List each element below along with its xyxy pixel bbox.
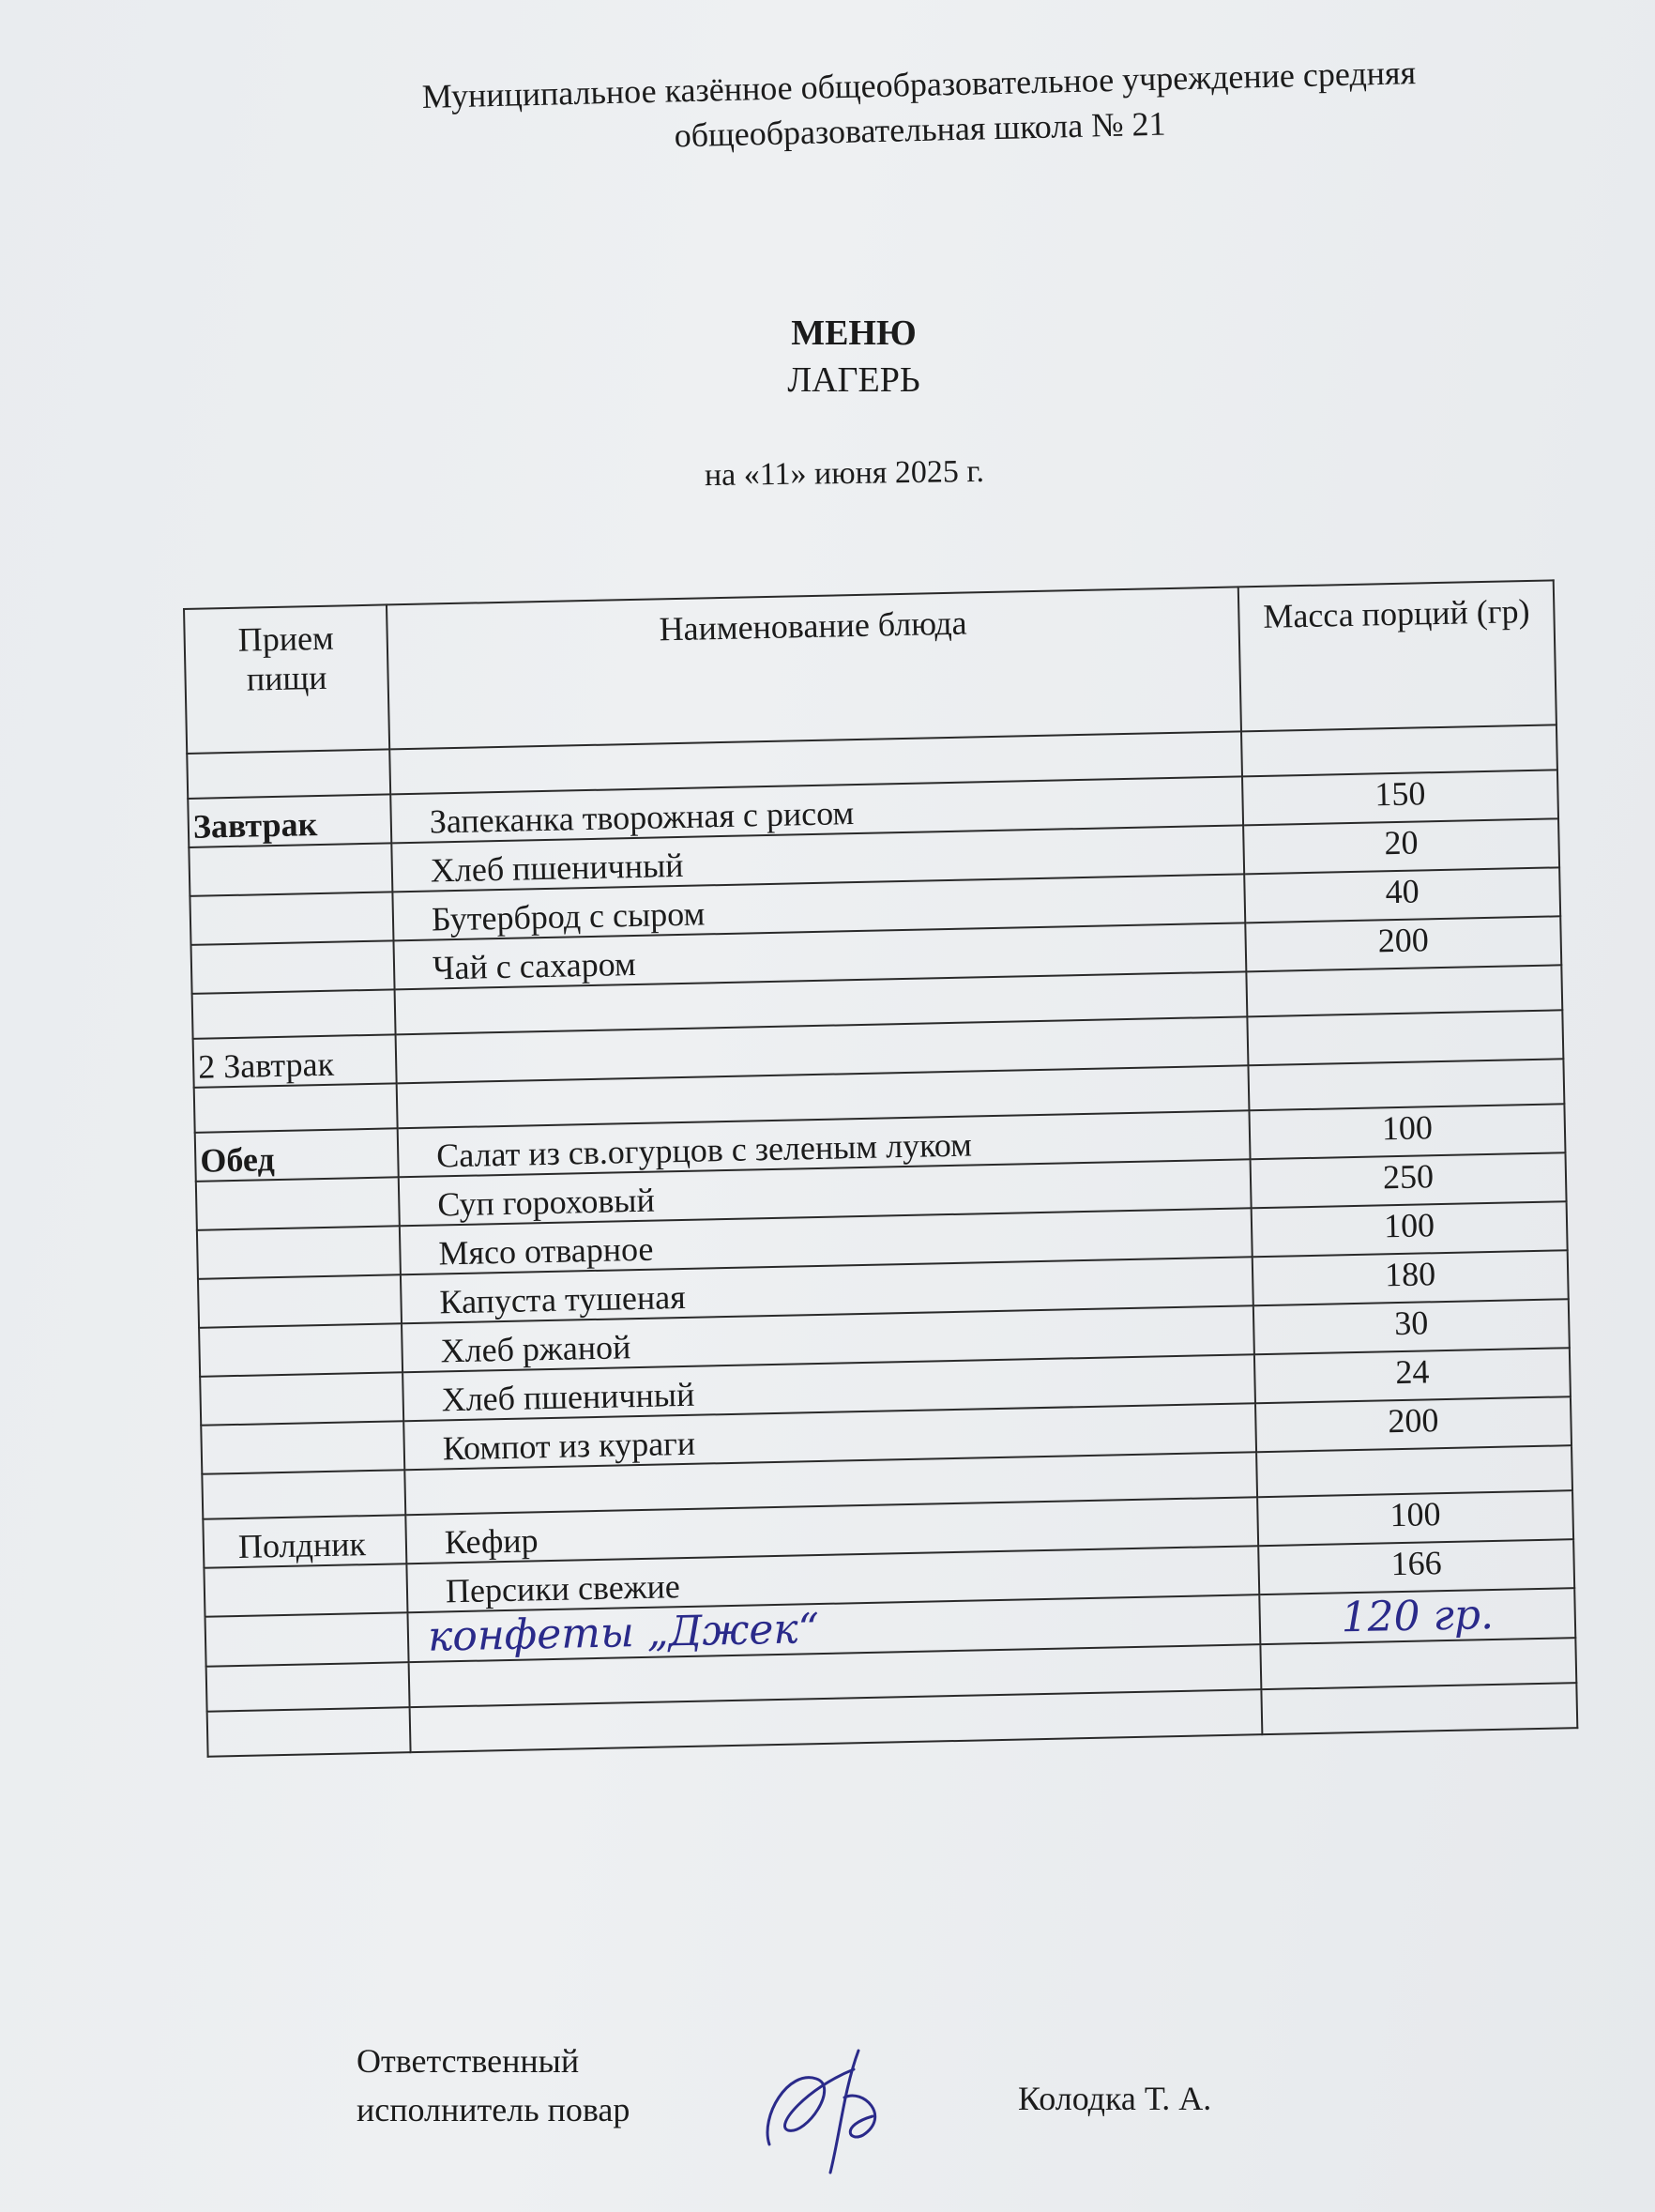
dish-cell: Суп гороховый	[399, 1159, 1252, 1226]
meal-cell	[190, 892, 393, 945]
responsible-line-2: исполнитель повар	[357, 2091, 630, 2128]
dish-cell: Компот из кураги	[403, 1403, 1256, 1470]
mass-cell: 100	[1249, 1104, 1565, 1159]
responsible-label	[357, 2037, 630, 2134]
dish-cell: Салат из св.огурцов с зеленым луком	[398, 1110, 1251, 1177]
handwritten-dish-cell: конфеты „Джек“	[407, 1594, 1260, 1662]
meal-cell	[196, 1177, 400, 1230]
mass-cell: 100	[1252, 1201, 1568, 1257]
mass-cell: 100	[1257, 1490, 1573, 1546]
meal-cell	[205, 1612, 409, 1667]
header-meal: Прием пищи	[184, 604, 389, 753]
meal-cell: Полдник	[203, 1515, 406, 1568]
menu-date: на «11» июня 2025 г.	[704, 453, 985, 494]
menu-table	[183, 579, 1578, 1757]
meal-cell: 2 Завтрак	[193, 1034, 397, 1088]
header-dish: Наименование блюда	[387, 587, 1241, 749]
dish-cell: Мясо отварное	[400, 1208, 1253, 1274]
meal-cell	[197, 1226, 401, 1279]
mass-cell	[1248, 1059, 1564, 1110]
mass-cell: 150	[1242, 770, 1558, 825]
meal-cell	[202, 1470, 405, 1519]
handwritten-mass-cell: 120 гр.	[1259, 1588, 1575, 1644]
menu-table-wrapper	[183, 579, 1576, 1757]
header-mass: Масса порций (гр)	[1238, 580, 1556, 731]
mass-cell: 30	[1253, 1299, 1570, 1354]
meal-cell	[206, 1662, 410, 1712]
meal-cell	[200, 1372, 403, 1426]
org-line-1: Муниципальное казённое общеобразовательное учреждение средняя	[421, 53, 1417, 115]
mass-cell: 20	[1243, 818, 1559, 874]
mass-cell	[1261, 1683, 1577, 1734]
meal-cell	[199, 1323, 402, 1377]
meal-cell	[191, 940, 395, 994]
mass-cell	[1241, 725, 1557, 776]
responsible-line-1: Ответственный	[357, 2042, 580, 2080]
dish-cell: Чай с сахаром	[393, 923, 1246, 989]
mass-cell	[1260, 1638, 1576, 1689]
meal-cell	[198, 1274, 402, 1328]
meal-cell	[204, 1564, 407, 1617]
org-line-2: общеобразовательная школа № 21	[674, 104, 1166, 155]
dish-cell: Запеканка творожная с рисом	[390, 776, 1243, 843]
meal-cell: Завтрак	[188, 794, 391, 847]
table-header-row	[184, 580, 1556, 754]
mass-cell: 40	[1244, 867, 1560, 923]
dish-cell: Капуста тушеная	[401, 1257, 1253, 1323]
dish-cell: Хлеб ржаной	[402, 1305, 1254, 1372]
signature-icon	[751, 2032, 919, 2182]
meal-cell	[189, 843, 392, 896]
dish-cell: Бутерброд с сыром	[392, 874, 1245, 940]
dish-cell: Хлеб пшеничный	[391, 825, 1244, 892]
mass-cell: 200	[1245, 916, 1561, 971]
mass-cell: 200	[1255, 1396, 1571, 1452]
mass-cell	[1247, 1010, 1563, 1065]
mass-cell: 180	[1253, 1250, 1569, 1305]
mass-cell	[1246, 965, 1562, 1016]
meal-cell	[187, 749, 390, 799]
mass-cell: 24	[1254, 1348, 1571, 1403]
title-block	[657, 310, 1051, 404]
dish-cell: Хлеб пшеничный	[402, 1354, 1255, 1421]
dish-cell: Персики свежие	[406, 1546, 1259, 1612]
meal-cell	[194, 1083, 398, 1133]
mass-cell: 250	[1251, 1152, 1567, 1208]
meal-cell: Обед	[195, 1128, 399, 1182]
menu-title: МЕНЮ	[791, 313, 917, 353]
meal-cell	[201, 1421, 404, 1474]
organization-header	[309, 47, 1530, 167]
camp-subtitle: ЛАГЕРЬ	[787, 360, 920, 400]
dish-cell: Кефир	[405, 1497, 1258, 1564]
mass-cell: 166	[1258, 1539, 1574, 1594]
meal-cell	[207, 1707, 411, 1757]
responsible-name: Колодка Т. А.	[1018, 2080, 1212, 2117]
mass-cell	[1256, 1445, 1572, 1497]
meal-cell	[192, 989, 396, 1039]
